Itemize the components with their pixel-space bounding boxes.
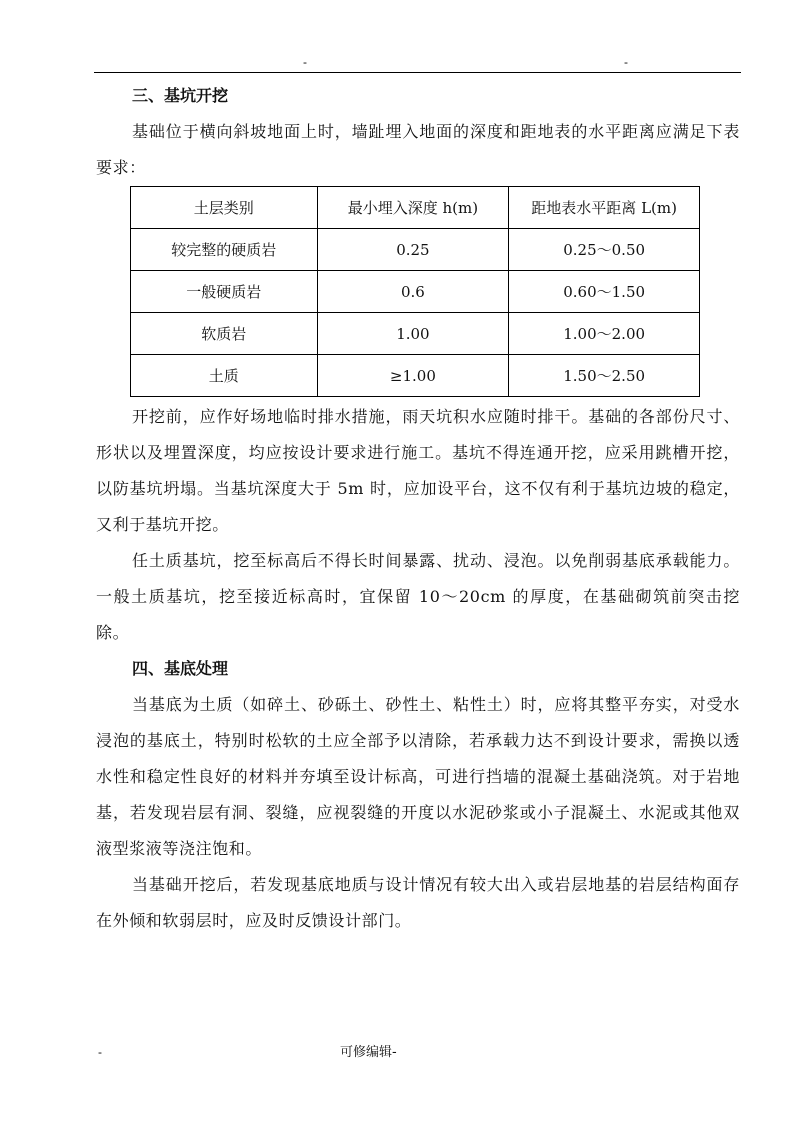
table-header-cell: 土层类别 [131,187,318,229]
section-heading-3: 三、基坑开挖 [132,86,229,105]
table-header-cell: 距地表水平距离 L(m) [509,187,700,229]
table-row [131,271,700,313]
section4-para-base-treatment: 当基底为土质（如碎土、砂砾土、砂性土、粘性土）时，应将其整平夯实，对受水浸泡的基底土，特别时松软的土应全部予以清除，若承载力达不到设计要求，需换以透水性和稳定性良好的材料并夯填至设计标高，可进行挡墙的混凝土基础浇筑。对于岩地基，若发现岩层有洞、裂缝，应视裂缝的开度以水泥砂浆或小子混凝土、水泥或其他双液型浆液等浇注饱和。 [96,695,740,858]
burial-depth-table [130,186,700,397]
table-cell: 1.00～2.00 [509,313,700,355]
table-cell: 一般硬质岩 [131,271,318,313]
table-cell: ≥1.00 [317,355,509,397]
table-cell: 0.25 [317,229,509,271]
table-row [131,355,700,397]
header-mark-right: - [624,55,628,69]
table-cell: 软质岩 [131,313,318,355]
table-cell: 较完整的硬质岩 [131,229,318,271]
document-body [96,78,740,939]
table-cell: 1.00 [317,313,509,355]
table-cell: 0.6 [317,271,509,313]
table-cell: 0.25～0.50 [509,229,700,271]
footer-editable-note: 可修编辑- [340,1045,397,1060]
footer-mark-left: - [98,1045,102,1059]
table-header-row [131,187,700,229]
table-cell: 0.60～1.50 [509,271,700,313]
header-mark-left: - [303,55,307,69]
table-cell: 1.50～2.50 [509,355,700,397]
section-heading-4: 四、基底处理 [132,659,229,678]
section3-para-soil-pit: 任土质基坑，挖至标高后不得长时间暴露、扰动、浸泡。以免削弱基底承载能力。一般土质基坑，挖至接近标高时，宜保留 10～20cm 的厚度，在基础砌筑前突击挖除。 [96,551,740,642]
table-header-cell: 最小埋入深度 h(m) [317,187,509,229]
header-rule [94,72,741,73]
section3-intro: 基础位于横向斜坡地面上时，墙趾埋入地面的深度和距地表的水平距离应满足下表要求： [96,122,740,177]
table-row [131,313,700,355]
section3-para-excavation: 开挖前，应作好场地临时排水措施，雨天坑积水应随时排干。基础的各部份尺寸、形状以及埋置深度，均应按设计要求进行施工。基坑不得连通开挖，应采用跳槽开挖，以防基坑坍塌。当基坑深度大于 5m 时，应加设平台，这不仅有利于基坑边坡的稳定，又利于基坑开挖。 [96,407,740,534]
table-row [131,229,700,271]
section4-para-feedback: 当基础开挖后，若发现基底地质与设计情况有较大出入或岩层地基的岩层结构面存在外倾和软弱层时，应及时反馈设计部门。 [96,875,740,930]
table-cell: 土质 [131,355,318,397]
